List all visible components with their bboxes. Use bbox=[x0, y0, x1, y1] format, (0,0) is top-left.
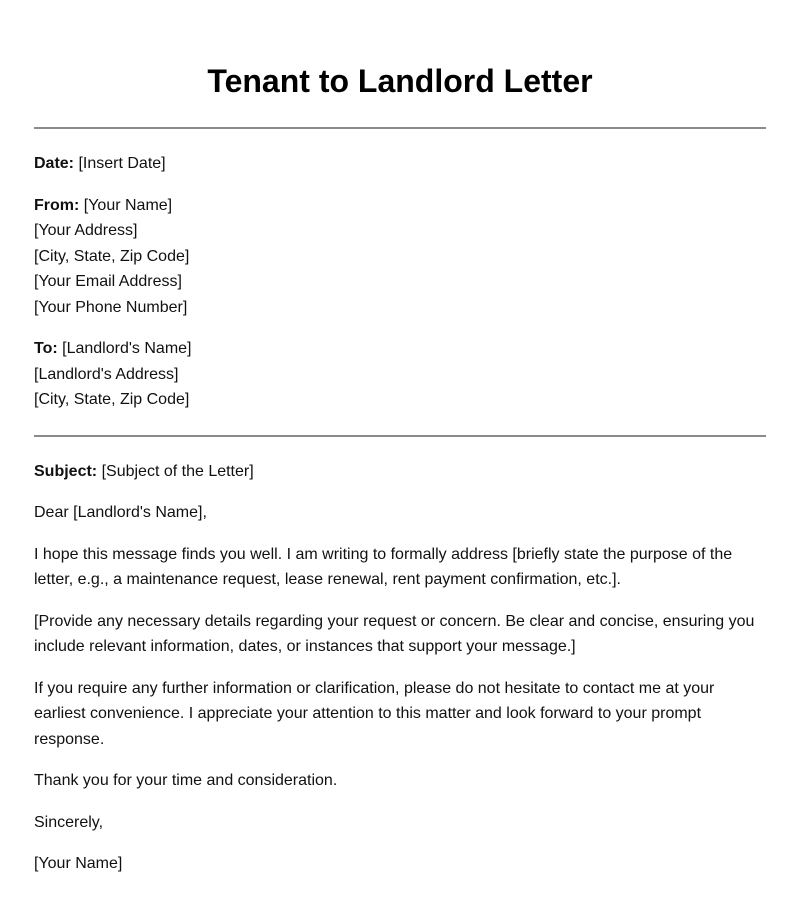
signature-line: [Your Name] bbox=[34, 855, 123, 872]
recipient-block bbox=[34, 336, 766, 413]
date-line bbox=[34, 151, 766, 177]
body-paragraph-1: I hope this message finds you well. I am writing to formally address [briefly state the purpose of the letter, e.g., a maintenance request, lease renewal, rent payment confirmation, etc.]. bbox=[34, 545, 733, 588]
page-title: Tenant to Landlord Letter bbox=[207, 63, 593, 99]
sender-address: [Your Address] bbox=[34, 222, 138, 239]
closing-line: Sincerely, bbox=[34, 813, 104, 831]
sender-email: [Your Email Address] bbox=[34, 273, 182, 290]
date-value: [Insert Date] bbox=[78, 155, 166, 172]
to-label: To: bbox=[34, 340, 58, 357]
recipient-name-line bbox=[34, 336, 766, 362]
subject-label: Subject: bbox=[34, 462, 98, 480]
sender-name-line bbox=[34, 193, 766, 219]
from-label: From: bbox=[34, 196, 80, 214]
top-divider bbox=[34, 127, 766, 129]
sender-phone: [Your Phone Number] bbox=[34, 298, 188, 316]
salutation: Dear [Landlord's Name], bbox=[34, 504, 207, 521]
body-paragraph-2: [Provide any necessary details regarding your request or concern. Be clear and concise, ensuring you include relevant information, dates, or instances that support your message.] bbox=[34, 612, 755, 655]
sender-city: [City, State, Zip Code] bbox=[34, 247, 190, 265]
recipient-city: [City, State, Zip Code] bbox=[34, 391, 190, 408]
sender-block bbox=[34, 193, 766, 321]
body-paragraph-3: If you require any further information or clarification, please do not hesitate to contact me at your earliest convenience. I appreciate your attention to this matter and look forward to your prompt response. bbox=[34, 679, 715, 748]
subject-value: [Subject of the Letter] bbox=[101, 462, 254, 480]
middle-divider bbox=[34, 435, 766, 437]
thanks-line: Thank you for your time and consideration. bbox=[34, 772, 338, 789]
recipient-address: [Landlord's Address] bbox=[34, 365, 179, 383]
recipient-name: [Landlord's Name] bbox=[62, 340, 192, 357]
sender-name: [Your Name] bbox=[83, 196, 173, 214]
subject-line bbox=[34, 459, 766, 485]
date-label: Date: bbox=[34, 155, 75, 172]
